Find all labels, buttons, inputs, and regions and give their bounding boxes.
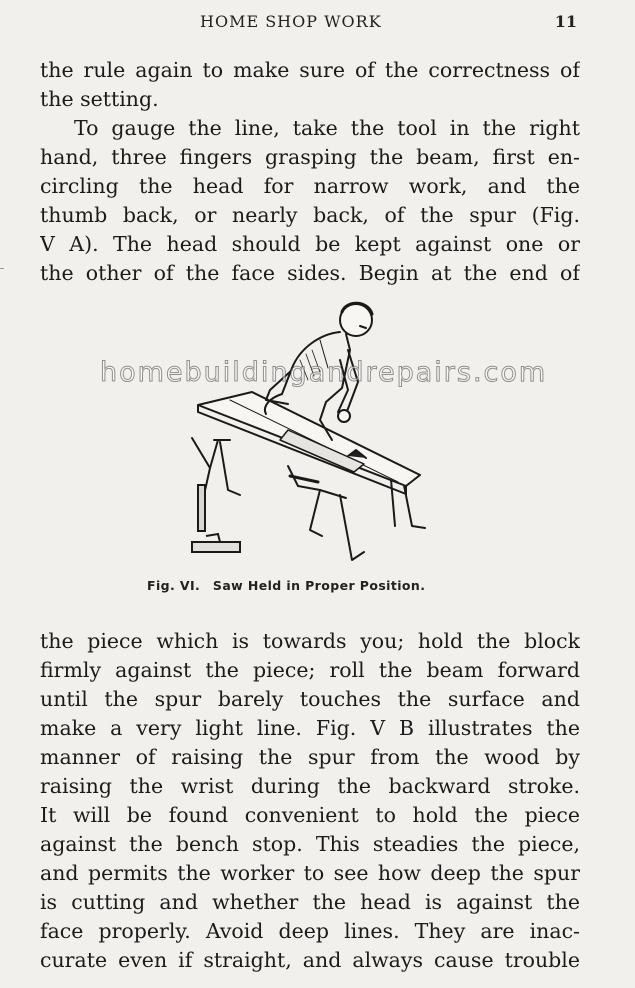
text-line: circling the head for narrow work, and the xyxy=(40,174,580,198)
figure-caption xyxy=(147,578,425,593)
text-line: firmly against the piece; roll the beam forward xyxy=(40,658,580,682)
text-line: To gauge the line, take the tool in the right xyxy=(74,116,580,140)
text-line: thumb back, or nearly back, of the spur (Fig. xyxy=(40,203,580,227)
paragraph-continuation xyxy=(40,56,580,114)
margin-mark xyxy=(0,268,4,269)
page-number: 11 xyxy=(554,12,577,31)
text-line: until the spur barely touches the surface and xyxy=(40,687,580,711)
running-title: HOME SHOP WORK xyxy=(200,12,382,31)
watermark: homebuildingandrepairs.com xyxy=(100,357,548,388)
figure-saw-illustration xyxy=(170,290,440,570)
text-line: manner of raising the spur from the wood by xyxy=(40,745,580,769)
text-line: curate even if straight, and always cause trouble xyxy=(40,948,580,972)
text-line: the piece which is towards you; hold the block xyxy=(40,629,580,653)
text-line: make a very light line. Fig. V B illustrates the xyxy=(40,716,580,740)
text-line: the rule again to make sure of the correctness of xyxy=(40,58,580,82)
figure-label: Fig. VI. xyxy=(147,578,201,593)
text-line: against the bench stop. This steadies the piece, xyxy=(40,832,580,856)
figure-caption-text: Saw Held in Proper Position. xyxy=(212,578,426,593)
text-line: V A). The head should be kept against one or xyxy=(40,232,580,256)
text-line: It will be found convenient to hold the piece xyxy=(40,803,580,827)
text-line: face properly. Avoid deep lines. They are inac- xyxy=(40,919,580,943)
running-head xyxy=(0,12,635,36)
paragraph-gauge-line xyxy=(40,114,580,288)
text-line: the other of the face sides. Begin at the end of xyxy=(40,261,580,285)
paragraph-gauge-technique xyxy=(40,627,580,975)
text-line: and permits the worker to see how deep the spur xyxy=(40,861,580,885)
text-line: hand, three fingers grasping the beam, first en- xyxy=(40,145,580,169)
text-line: raising the wrist during the backward stroke. xyxy=(40,774,580,798)
saw-illustration xyxy=(170,290,440,570)
text-line: is cutting and whether the head is against the xyxy=(40,890,580,914)
text-line: the setting. xyxy=(40,87,159,111)
